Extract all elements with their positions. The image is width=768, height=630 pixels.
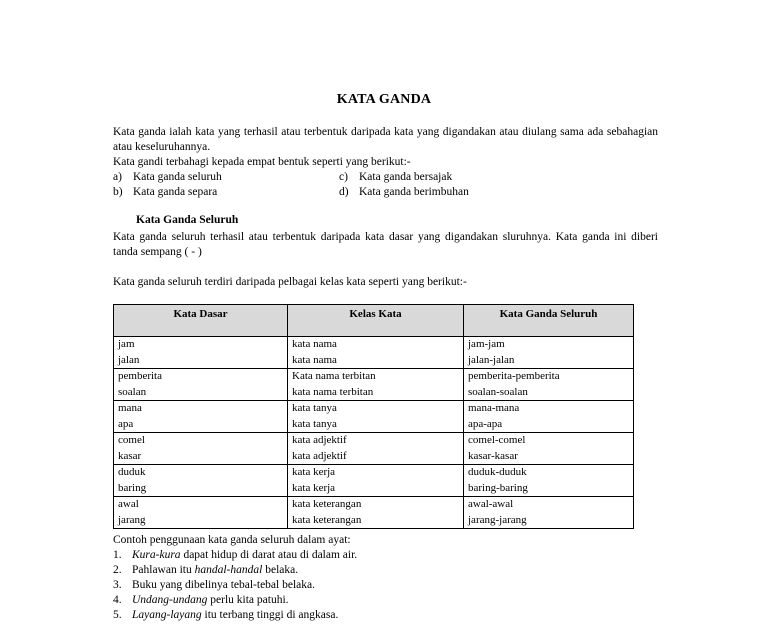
kata-dasar-cell [114, 465, 288, 497]
example-text-pre: Pahlawan itu [132, 564, 195, 576]
kata-dasar-cell [114, 369, 288, 401]
examples-intro: Contoh penggunaan kata ganda seluruh dalam ayat: [113, 534, 351, 546]
cell-line: pemberita-pemberita [468, 370, 560, 382]
cell-line: jarang-jarang [468, 513, 527, 526]
kelas-kata-cell [288, 369, 464, 401]
table-row [114, 433, 634, 465]
example-word: Layang-layang [132, 609, 202, 621]
cell-line: kata keterangan [292, 513, 362, 526]
cell-line: duduk-duduk [468, 466, 527, 478]
section-heading: Kata Ganda Seluruh [136, 214, 239, 226]
types-row-1 [113, 170, 658, 185]
table-header-cell: Kata Ganda Seluruh [464, 305, 634, 337]
table-body [114, 337, 634, 529]
kelas-kata-cell [288, 497, 464, 529]
cell-line: kata adjektif [292, 449, 347, 462]
cell-line: mana-mana [468, 402, 520, 414]
table-row [114, 497, 634, 529]
type-letter: b) [113, 186, 123, 198]
kata-dasar-cell [114, 401, 288, 433]
kata-ganda-cell [464, 497, 634, 529]
cell-line: kasar-kasar [468, 449, 518, 462]
kelas-kata-cell [288, 401, 464, 433]
cell-line: soalan-soalan [468, 385, 528, 398]
definition-paragraph: Kata ganda seluruh terhasil atau terbentuk daripada kata dasar yang digandakan sluruhnya. Kata ganda ini diberi tanda sempang ( - ) [113, 231, 658, 258]
example-number: 3. [113, 579, 122, 591]
example-text-post: dapat hidup di darat atau di dalam air. [180, 549, 358, 561]
intro-paragraph: Kata ganda ialah kata yang terhasil atau terbentuk daripada kata yang digandakan atau diulang sama ada sebahagian atau keseluruhannya. [113, 126, 658, 153]
example-number: 4. [113, 594, 122, 606]
kata-dasar-cell [114, 433, 288, 465]
kelas-kata-cell [288, 465, 464, 497]
cell-line: jalan-jalan [468, 353, 515, 366]
table-row [114, 369, 634, 401]
cell-line: comel-comel [468, 434, 526, 446]
table-header-cell: Kelas Kata [288, 305, 464, 337]
cell-line: baring-baring [468, 481, 528, 494]
cell-line: jalan [118, 353, 140, 366]
cell-line: kata tanya [292, 417, 337, 430]
kata-dasar-cell [114, 337, 288, 369]
type-item-b [113, 185, 217, 200]
table-row [114, 401, 634, 433]
division-intro: Kata gandi terbahagi kepada empat bentuk seperti yang berikut:- [113, 156, 411, 168]
cell-line: kata kerja [292, 481, 336, 494]
example-item [113, 593, 658, 608]
example-word: handal-handal [194, 564, 263, 576]
example-item [113, 578, 658, 593]
cell-line: kata tanya [292, 402, 337, 414]
example-number: 2. [113, 564, 122, 576]
example-item [113, 563, 658, 578]
kata-ganda-cell [464, 369, 634, 401]
kelas-kata-cell [288, 337, 464, 369]
cell-line: kata nama terbitan [292, 385, 374, 398]
page-title: KATA GANDA [336, 92, 432, 107]
cell-line: jarang [118, 513, 146, 526]
table-row [114, 337, 634, 369]
cell-line: soalan [118, 385, 147, 398]
table-header-cell: Kata Dasar [114, 305, 288, 337]
kata-ganda-cell [464, 401, 634, 433]
type-label: Kata ganda berimbuhan [359, 186, 469, 198]
type-item-a [113, 170, 222, 185]
cell-line: kata kerja [292, 466, 336, 478]
cell-line: baring [118, 481, 147, 494]
table-row [114, 465, 634, 497]
example-word: Kura-kura [132, 549, 181, 561]
classes-intro: Kata ganda seluruh terdiri daripada pelbagai kelas kata seperti yang berikut:- [113, 276, 467, 288]
kata-ganda-cell [464, 337, 634, 369]
cell-line: jam [118, 338, 135, 350]
example-item [113, 608, 658, 623]
cell-line: kata keterangan [292, 498, 362, 510]
type-letter: c) [339, 171, 348, 183]
type-letter: a) [113, 171, 122, 183]
type-label: Kata ganda separa [133, 186, 218, 198]
cell-line: kasar [118, 449, 142, 462]
cell-line: Kata nama terbitan [292, 370, 376, 382]
cell-line: comel [118, 434, 145, 446]
type-letter: d) [339, 186, 349, 198]
cell-line: kata nama [292, 353, 337, 366]
type-item-d [339, 185, 469, 200]
cell-line: awal [118, 498, 139, 510]
example-text-post: perlu kita patuhi. [207, 594, 289, 606]
cell-line: apa [118, 417, 134, 430]
kelas-kata-cell [288, 433, 464, 465]
example-text-pre: Buku yang dibelinya tebal-tebal belaka. [132, 579, 315, 591]
cell-line: jam-jam [468, 338, 505, 350]
table-header-row [114, 305, 634, 337]
kata-ganda-cell [464, 465, 634, 497]
example-number: 5. [113, 609, 122, 621]
type-label: Kata ganda seluruh [133, 171, 222, 183]
type-item-c [339, 170, 452, 185]
example-text-post: belaka. [262, 564, 299, 576]
kata-dasar-cell [114, 497, 288, 529]
example-number: 1. [113, 549, 122, 561]
cell-line: apa-apa [468, 417, 503, 430]
kata-ganda-table [113, 304, 634, 529]
type-label: Kata ganda bersajak [359, 171, 453, 183]
kata-ganda-cell [464, 433, 634, 465]
example-text-post: itu terbang tinggi di angkasa. [201, 609, 339, 621]
cell-line: kata adjektif [292, 434, 347, 446]
types-row-2 [113, 185, 658, 200]
cell-line: awal-awal [468, 498, 514, 510]
cell-line: pemberita [118, 370, 162, 382]
cell-line: mana [118, 402, 142, 414]
example-item [113, 548, 658, 563]
cell-line: kata nama [292, 338, 337, 350]
example-word: Undang-undang [132, 594, 208, 606]
cell-line: duduk [118, 466, 146, 478]
